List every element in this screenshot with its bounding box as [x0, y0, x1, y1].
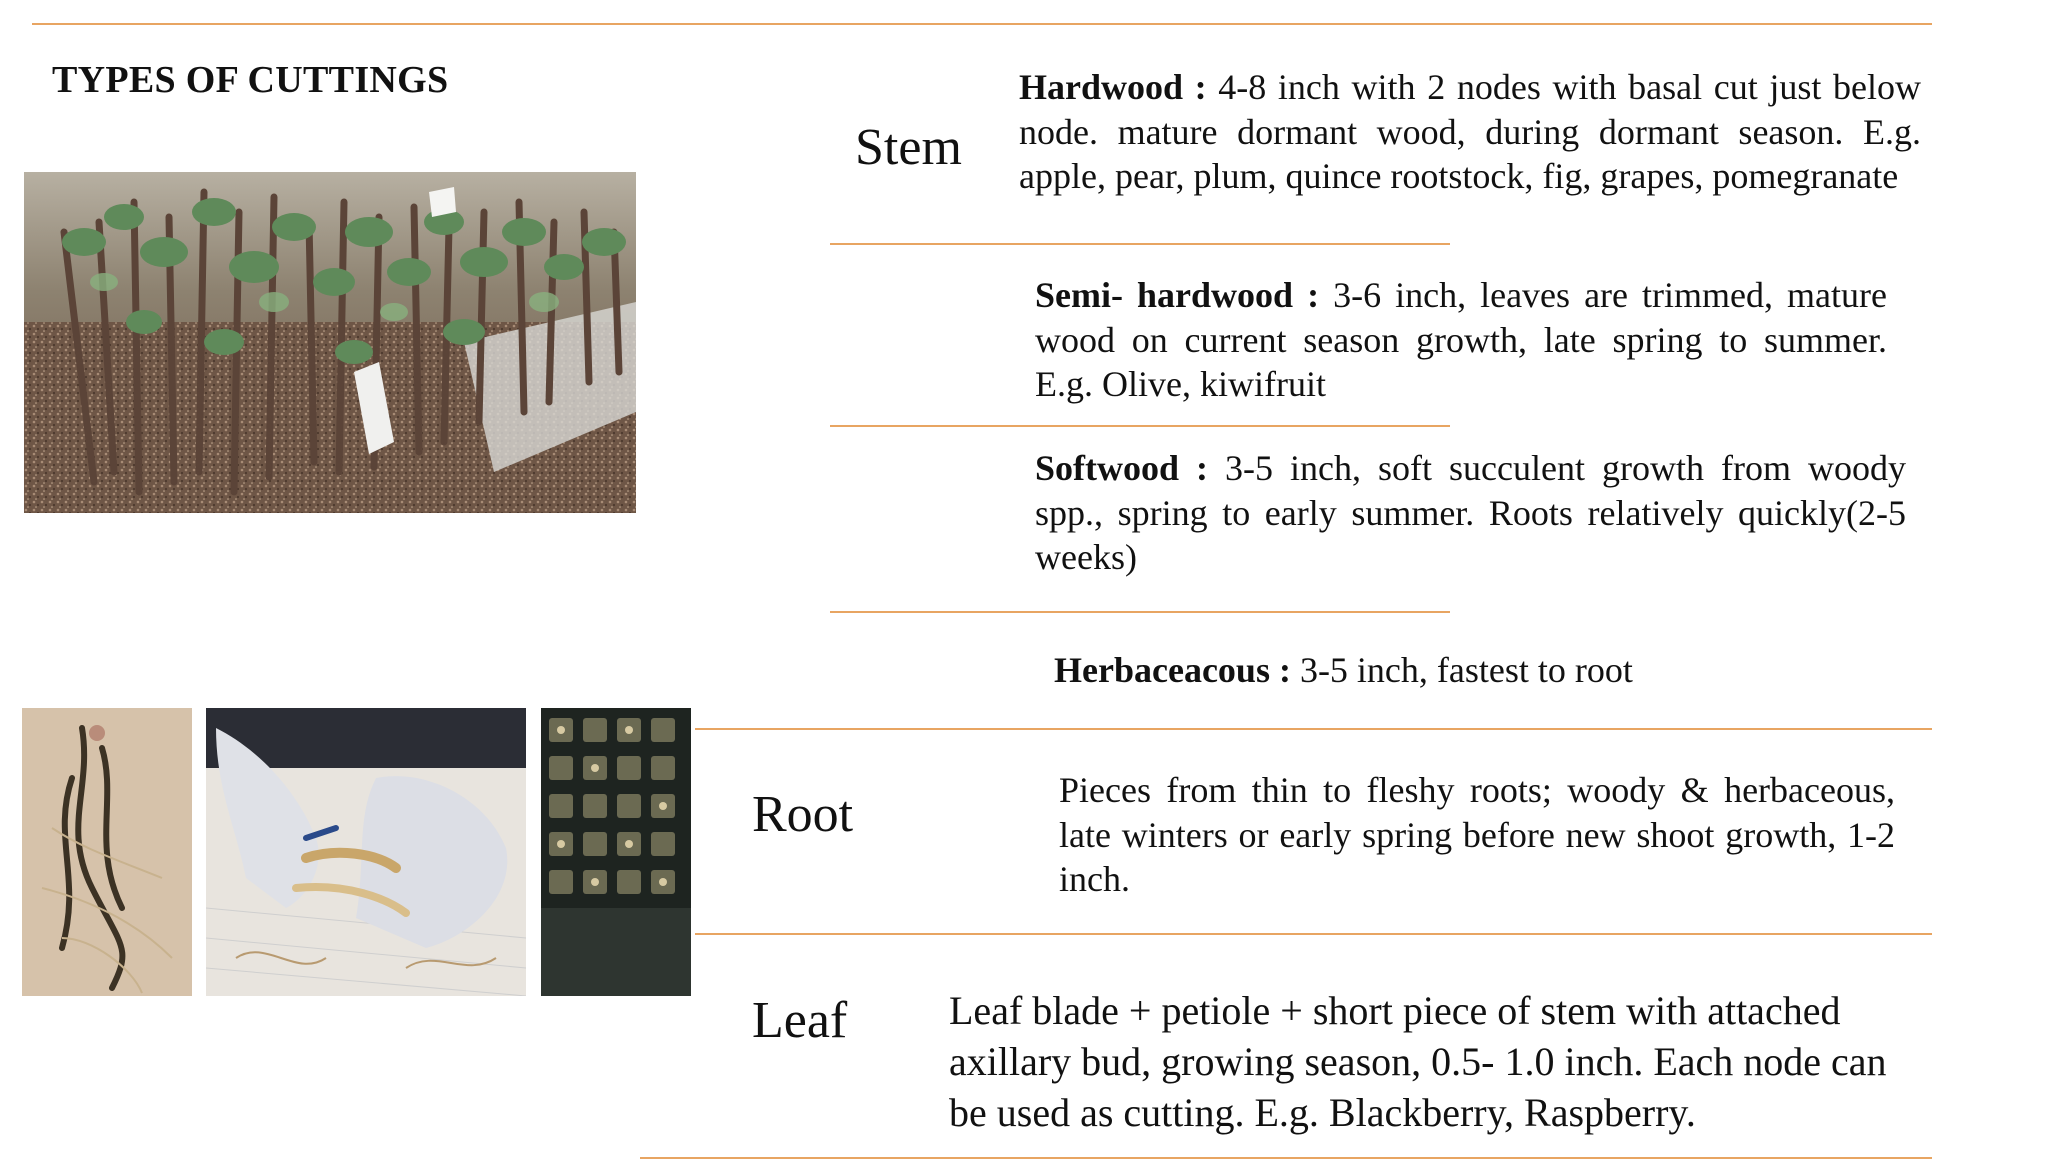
- rule-after-softwood: [830, 611, 1450, 613]
- root-cuttings-photo-1: [22, 708, 192, 996]
- rule-after-hardwood: [830, 243, 1450, 245]
- semi-hardwood-text: 3-6 inch, leaves are trimmed, mature wood on current season growth, late spring to summer. E.g. Olive, kiwifruit: [1035, 275, 1887, 404]
- herbaceous-term: Herbaceacous :: [1054, 650, 1291, 690]
- root-cuttings-photo-3: [541, 708, 691, 996]
- herbaceous-description: [1054, 648, 1914, 693]
- rule-after-root: [695, 933, 1932, 935]
- hardwood-description: [1019, 65, 1921, 199]
- stem-cuttings-photo: [24, 172, 636, 513]
- hardwood-term: Hardwood :: [1019, 67, 1207, 107]
- stem-cuttings-image: [24, 172, 636, 513]
- leaf-description: Leaf blade + petiole + short piece of stem with attached axillary bud, growing season, 0.5- 1.0 inch. Each node can be used as cutting. E.g. Blackberry, Raspberry.: [949, 988, 1887, 1135]
- semi-hardwood-description: [1035, 273, 1887, 407]
- root-cuttings-image-2: [206, 708, 526, 996]
- softwood-term: Softwood :: [1035, 448, 1209, 488]
- page-title: TYPES OF CUTTINGS: [52, 59, 449, 101]
- root-cuttings-image-3: [541, 708, 691, 996]
- section-label-root: Root: [752, 786, 854, 843]
- section-label-stem: Stem: [855, 119, 962, 176]
- rule-after-herbaceous: [695, 728, 1932, 730]
- section-label-leaf: Leaf: [752, 992, 848, 1049]
- top-rule: [32, 23, 1932, 25]
- semi-hardwood-term: Semi- hardwood :: [1035, 275, 1320, 315]
- softwood-description: [1035, 446, 1906, 580]
- root-description: Pieces from thin to fleshy roots; woody & herbaceous, late winters or early spring before new shoot growth, 1-2 inch.: [1059, 770, 1895, 899]
- herbaceous-text: 3-5 inch, fastest to root: [1290, 650, 1633, 690]
- root-cuttings-photo-2: [206, 708, 526, 996]
- root-cuttings-image-1: [22, 708, 192, 996]
- hardwood-text: 4-8 inch with 2 nodes with basal cut just below node. mature dormant wood, during dormant season. E.g. apple, pear, plum, quince rootstock, fig, grapes, pomegranate: [1019, 67, 1921, 196]
- rule-after-semi-hardwood: [830, 425, 1450, 427]
- softwood-text: 3-5 inch, soft succulent growth from woody spp., spring to early summer. Roots relatively quickly(2-5 weeks): [1035, 448, 1906, 577]
